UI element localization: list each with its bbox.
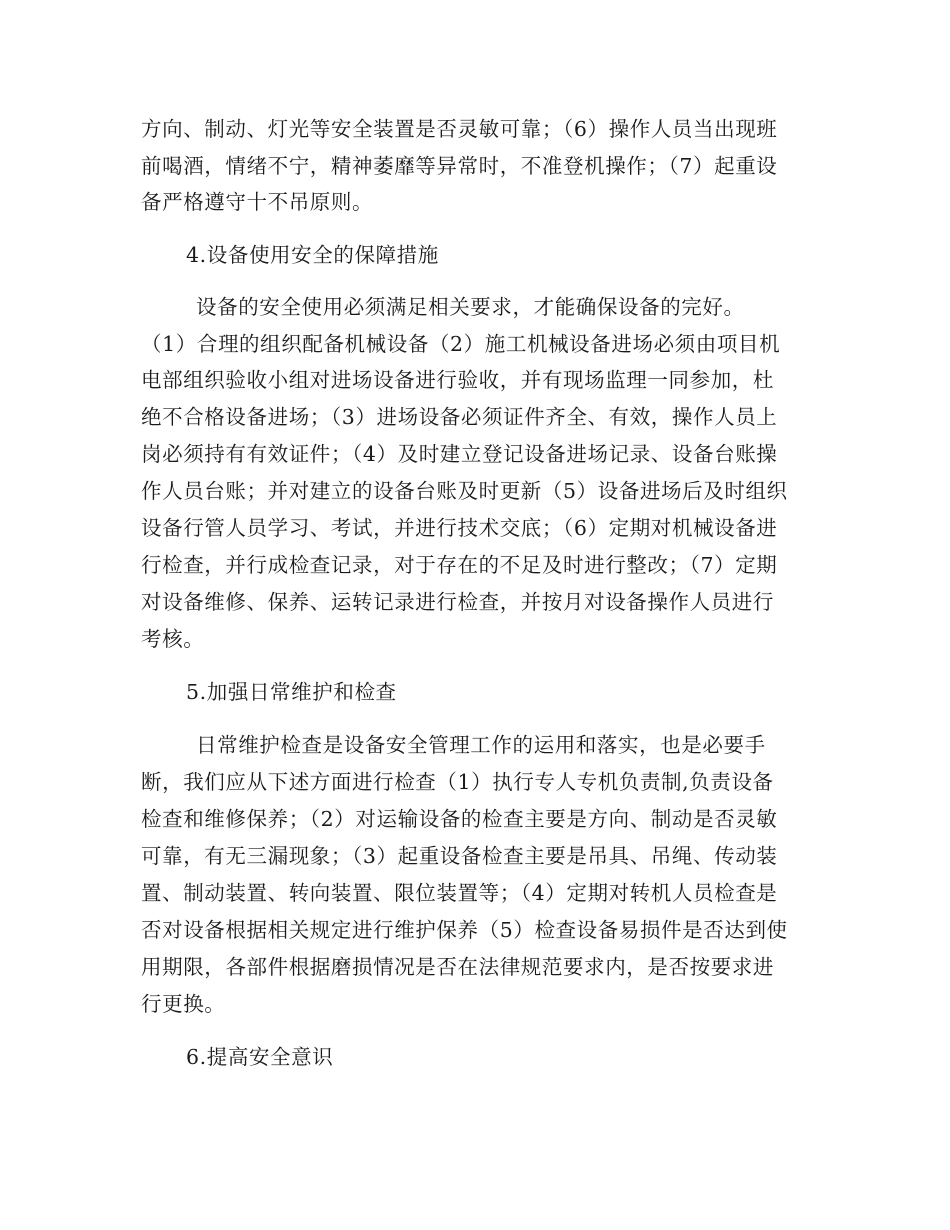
paragraph-line: 可靠，有无三漏现象；（3）起重设备检查主要是吊具、吊绳、传动装 bbox=[141, 844, 778, 868]
section-heading: 4.设备使用安全的保障措施 bbox=[186, 243, 439, 267]
paragraph-line: 作人员台账；并对建立的设备台账及时更新（5）设备进场后及时组织 bbox=[141, 479, 788, 503]
paragraph-line: 对设备维修、保养、运转记录进行检查，并按月对设备操作人员进行 bbox=[141, 590, 774, 614]
paragraph-line: 绝不合格设备进场；（3）进场设备必须证件齐全、有效，操作人员上 bbox=[141, 405, 778, 429]
paragraph-line: 设备的安全使用必须满足相关要求，才能确保设备的完好。 bbox=[196, 295, 745, 319]
section-heading: 6.提高安全意识 bbox=[186, 1045, 334, 1069]
paragraph-line: 备严格遵守十不吊原则。 bbox=[141, 190, 374, 214]
paragraph-line: 检查和维修保养；（2）对运输设备的检查主要是方向、制动是否灵敏 bbox=[141, 807, 778, 831]
paragraph-line: 断，我们应从下述方面进行检查（1）执行专人专机负责制,负责设备 bbox=[141, 770, 774, 794]
paragraph-line: 前喝酒，情绪不宁，精神萎靡等异常时，不准登机操作；（7）起重设 bbox=[141, 154, 778, 178]
paragraph-line: 电部组织验收小组对进场设备进行验收，并有现场监理一同参加，杜 bbox=[141, 368, 774, 392]
paragraph-line: 行更换。 bbox=[141, 992, 226, 1016]
paragraph-line: 设备行管人员学习、考试，并进行技术交底；（6）定期对机械设备进 bbox=[141, 516, 778, 540]
paragraph-line: 置、制动装置、转向装置、限位装置等；（4）定期对转机人员检查是 bbox=[141, 881, 778, 905]
paragraph-line: 行检查，并行成检查记录，对于存在的不足及时进行整改；（7）定期 bbox=[141, 553, 778, 577]
section-heading: 5.加强日常维护和检查 bbox=[186, 680, 397, 704]
paragraph-line: 岗必须持有有效证件；（4）及时建立登记设备进场记录、设备台账操 bbox=[141, 442, 778, 466]
paragraph-line: 否对设备根据相关规定进行维护保养（5）检查设备易损件是否达到使 bbox=[141, 918, 788, 942]
paragraph-line: 日常维护检查是设备安全管理工作的运用和落实，也是必要手 bbox=[196, 733, 766, 757]
paragraph-line: 用期限，各部件根据磨损情况是否在法律规范要求内，是否按要求进 bbox=[141, 955, 774, 979]
paragraph-line: （1）合理的组织配备机械设备（2）施工机械设备进场必须由项目机 bbox=[141, 332, 781, 356]
paragraph-line: 方向、制动、灯光等安全装置是否灵敏可靠；（6）操作人员当出现班 bbox=[141, 117, 778, 141]
paragraph-line: 考核。 bbox=[141, 627, 205, 651]
